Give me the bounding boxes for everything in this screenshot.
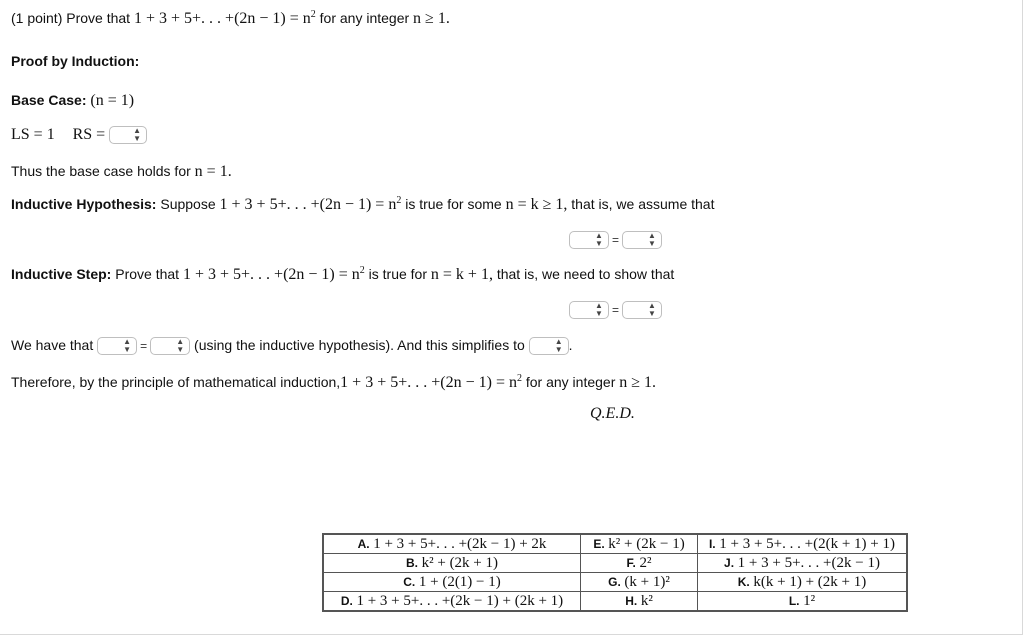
base-case-heading: Base Case: (n = 1) — [11, 92, 135, 109]
option-h: H. k² — [581, 592, 698, 612]
option-i: I. 1 + 3 + 5+. . . +(2(k + 1) + 1) — [698, 534, 908, 554]
answer-options-table — [322, 533, 908, 612]
rs-dropdown[interactable]: ▲ ▼ — [109, 126, 147, 144]
we-have-left-dropdown[interactable]: ▲ ▼ — [97, 337, 137, 355]
step-left-dropdown[interactable]: ▲ ▼ — [569, 301, 609, 319]
simplifies-dropdown[interactable]: ▲ ▼ — [529, 337, 569, 355]
base-case-sides — [11, 124, 147, 145]
qed: Q.E.D. — [590, 405, 635, 422]
conclusion: Therefore, by the principle of mathematical induction,1 + 3 + 5+. . . $+(2n - 1) = n^2$ for any integer n ≥ 1. — [11, 373, 657, 391]
option-k: K. k(k + 1) + (2k + 1) — [698, 573, 908, 592]
option-l: L. 1² — [698, 592, 908, 612]
option-j: J. 1 + 3 + 5+. . . +(2k − 1) — [698, 554, 908, 573]
step-equation: ▲ ▼ = ▲ ▼ — [569, 299, 662, 320]
question-prompt: (1 point) Prove that 1 + 3 + 5+. . . $+(2n - 1) = n^2$ for any integer n ≥ 1. — [11, 9, 450, 27]
hypothesis-equation: ▲ ▼ = ▲ ▼ — [569, 229, 662, 250]
we-have-line: We have that ▲ ▼ = ▲ ▼ (using the inductive hypothesis). And this simplifies to ▲ ▼ . — [11, 337, 573, 355]
we-have-right-dropdown[interactable]: ▲ ▼ — [150, 337, 190, 355]
options-row — [323, 592, 907, 612]
inductive-step: Inductive Step: Prove that 1 + 3 + 5+. . . $+(2n - 1) = n^2$ is true for n = k + 1, that is, we need to show that — [11, 265, 675, 283]
inductive-hypothesis: Inductive Hypothesis: Suppose 1 + 3 + 5+. . . $+(2n - 1) = n^2$ is true for some n = k ≥ 1, that is, we assume that — [11, 195, 715, 213]
options-row — [323, 573, 907, 592]
step-right-dropdown[interactable]: ▲ ▼ — [622, 301, 662, 319]
option-g: G. (k + 1)² — [581, 573, 698, 592]
hypothesis-right-dropdown[interactable]: ▲ ▼ — [622, 231, 662, 249]
options-row — [323, 554, 907, 573]
option-e: E. k² + (2k − 1) — [581, 534, 698, 554]
option-c: C. 1 + (2(1) − 1) — [323, 573, 581, 592]
rs-label: RS = — [72, 126, 106, 143]
option-f: F. 2² — [581, 554, 698, 573]
proof-heading: Proof by Induction: — [11, 53, 140, 69]
hypothesis-left-dropdown[interactable]: ▲ ▼ — [569, 231, 609, 249]
base-case-conclusion: Thus the base case holds for n = 1. — [11, 163, 232, 180]
option-d: D. 1 + 3 + 5+. . . +(2k − 1) + (2k + 1) — [323, 592, 581, 612]
option-b: B. k² + (2k + 1) — [323, 554, 581, 573]
options-row — [323, 534, 907, 554]
option-a: A. 1 + 3 + 5+. . . +(2k − 1) + 2k — [323, 534, 581, 554]
ls-value: LS = 1 — [11, 126, 55, 143]
